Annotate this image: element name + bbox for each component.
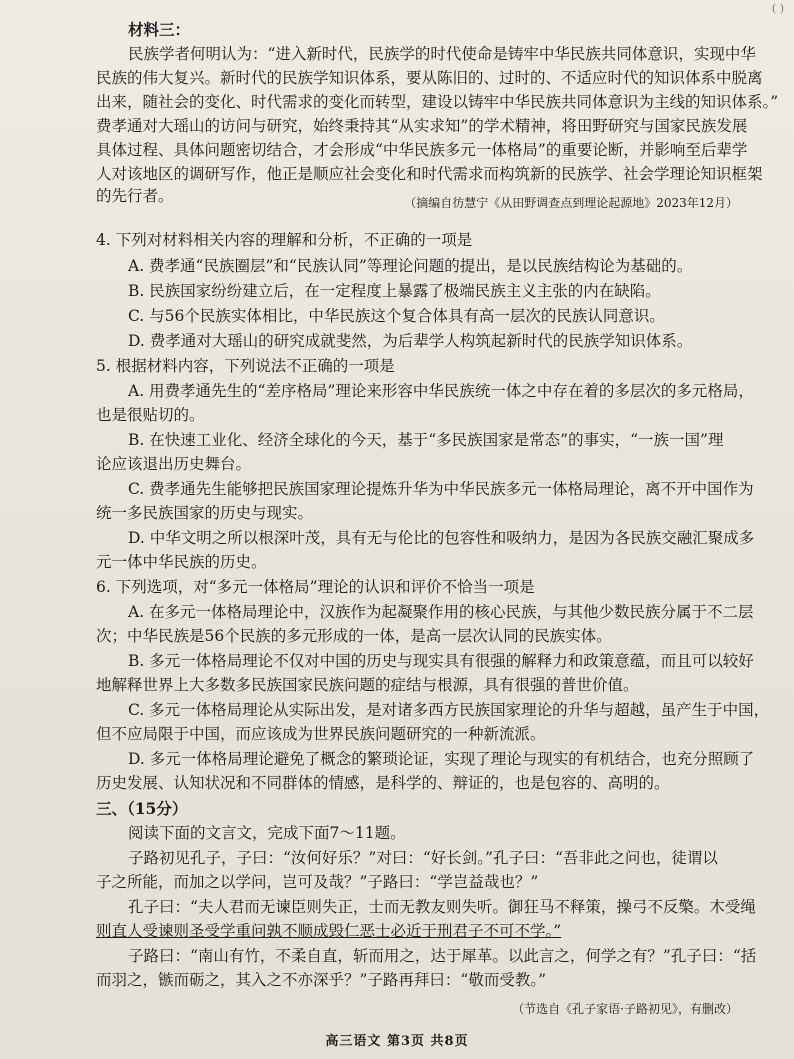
question-6-option-b: B. 多元一体格局理论不仅对中国的历史与现实具有很强的解释力和政策意蕴，而且可以较好 (128, 652, 754, 670)
material3-line: 具体过程、具体问题密切结合，才会形成“中华民族多元一体格局”的重要论断，并影响至后辈学 (96, 141, 748, 159)
question-6-option-c: C. 多元一体格局理论从实际出发，是对诸多西方民族国家理论的升华与超越，虽产生于中国， (128, 701, 770, 719)
page-footer: 高三语文 第3页 共8页 (325, 1034, 469, 1049)
classical-text-line: 子路曰：“南山有竹，不柔自直，斩而用之，达于犀革。以此言之，何学之有？”孔子曰：“括 (128, 947, 757, 965)
classical-text-line: 子路初见孔子，子曰：“汝何好乐？”对曰：“好长剑。”孔子曰：“吾非此之问也，徒谓以 (128, 849, 718, 867)
classical-text-line: 而羽之，镞而砺之，其入之不亦深乎？”子路再拜曰：“敬而受教。” (96, 971, 547, 989)
question-5-option-a-cont: 也是很贴切的。 (96, 406, 205, 424)
question-5-option-d: D. 中华文明之所以根深叶茂，具有无与伦比的包容性和吸纳力，是因为各民族交融汇聚成多 (128, 529, 755, 547)
question-6-option-d-cont: 历史发展、认知状况和不同群体的情感，是科学的、辩证的，也是包容的、高明的。 (96, 774, 670, 792)
question-6-option-a-cont: 次；中华民族是56个民族的多元形成的一体，是高一层次认同的民族实体。 (96, 627, 612, 645)
question-4-stem: 4. 下列对材料相关内容的理解和分析，不正确的一项是 (96, 231, 473, 249)
question-5-option-c: C. 费孝通先生能够把民族国家理论提炼升华为中华民族多元一体格局理论，离不开中国作为 (128, 480, 754, 498)
material3-title: 材料三： (128, 20, 191, 39)
question-6-stem: 6. 下列选项，对“多元一体格局”理论的认识和评价不恰当一项是 (96, 578, 535, 596)
page-corner-mark: ( ) (771, 2, 784, 15)
question-5-option-b: B. 在快速工业化、经济全球化的今天，基于“多民族国家是常态”的事实，“一族一国”理 (128, 431, 724, 449)
question-5-option-d-cont: 元一体中华民族的历史。 (96, 553, 267, 571)
question-6-option-c-cont: 但不应局限于中国，而应该成为世界民族问题研究的一种新流派。 (96, 725, 546, 743)
question-4-option-d: D. 费孝通对大瑶山的研究成就斐然，为后辈学人构筑起新时代的民族学知识体系。 (128, 332, 693, 350)
section-3-heading: 三、（15分） (96, 799, 188, 818)
section-3-instruction: 阅读下面的文言文，完成下面7～11题。 (128, 824, 406, 842)
section-3-source: （节选自《孔子家语·子路初见》，有删改） (512, 1002, 738, 1016)
question-5-option-a: A. 用费孝通先生的“差序格局”理论来形容中华民族统一体之中存在着的多层次的多元格局， (128, 382, 754, 400)
question-6-option-b-cont: 地解释世界上大多数多民族国家民族问题的症结与根源，具有很强的普世价值。 (96, 676, 639, 694)
question-5-option-b-cont: 论应该退出历史舞台。 (96, 455, 252, 473)
classical-text-line: 孔子曰：“夫人君而无谏臣则失正，士而无教友则失听。御狂马不释策，操弓不反檠。木受绳 (128, 898, 756, 916)
material3-line: 的先行者。 (96, 187, 174, 205)
material3-source: （摘编自彷慧宁《从田野调查点到理论起源地》2023年12月） (404, 196, 738, 210)
material3-line: 人对该地区的调研写作，他正是顺应社会变化和时代需求而构筑新的民族学、社会学理论知识框架 (96, 165, 763, 183)
question-4-option-b: B. 民族国家纷纷建立后，在一定程度上暴露了极端民族主义主张的内在缺陷。 (128, 282, 661, 300)
material3-line: 民族的伟大复兴。新时代的民族学知识体系，要从陈旧的、过时的、不适应时代的知识体系中脱离 (96, 69, 763, 87)
question-4-option-a: A. 费孝通“民族圈层”和“民族认同”等理论问题的提出，是以民族结构论为基础的。 (128, 257, 693, 275)
classical-text-line: 子之所能，而加之以学问，岂可及哉？”子路曰：“学岂益哉也？” (96, 873, 539, 891)
material3-line: 民族学者何明认为：“进入新时代，民族学的时代使命是铸牢中华民族共同体意识，实现中华 (128, 45, 756, 63)
question-4-option-c: C. 与56个民族实体相比，中华民族这个复合体具有高一层次的民族认同意识。 (128, 307, 665, 325)
question-5-stem: 5. 根据材料内容，下列说法不正确的一项是 (96, 357, 395, 375)
question-5-option-c-cont: 统一多民族国家的历史与现实。 (96, 504, 314, 522)
material3-line: 费孝通对大瑶山的访问与研究，始终秉持其“从实求知”的学术精神，将田野研究与国家民族发展 (96, 117, 748, 135)
classical-text-underlined-line: 则直人受谏则圣受学重问孰不顺成毁仁恶士必近于刑君子不可不学。” (96, 922, 562, 940)
question-6-option-a: A. 在多元一体格局理论中，汉族作为起凝聚作用的核心民族，与其他少数民族分属于不二层 (128, 603, 754, 621)
material3-line: 出来，随社会的变化、时代需求的变化而转型，建设以铸牢中华民族共同体意识为主线的知识体系。” (96, 93, 779, 111)
question-6-option-d: D. 多元一体格局理论避免了概念的繁琐论证，实现了理论与现实的有机结合，也充分照顾了 (128, 750, 755, 768)
